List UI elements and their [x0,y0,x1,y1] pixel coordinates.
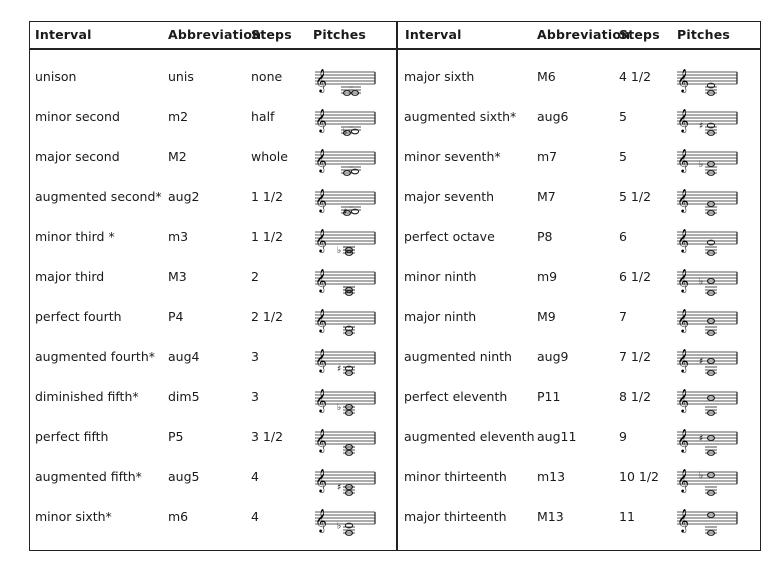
interval-abbreviation: m3 [168,229,189,244]
table-row [397,179,761,219]
interval-steps: none [251,69,283,84]
treble-clef-icon: 𝄞 [677,268,689,292]
interval-name: minor sixth* [35,509,112,524]
interval-steps: 11 [619,509,635,524]
table-row [29,139,396,179]
sharp-icon: ♯ [699,121,704,132]
table-row [397,419,761,459]
treble-clef-icon: 𝄞 [315,188,327,212]
interval-name: augmented eleventh [404,429,535,444]
interval-name: major sixth [404,69,475,84]
interval-steps: 4 [251,469,259,484]
interval-steps: 3 1/2 [251,429,284,444]
interval-abbreviation: P11 [537,389,561,404]
table-row [397,99,761,139]
flat-icon: ♭ [343,127,348,138]
interval-steps: 9 [619,429,627,444]
header-pitches: Pitches [313,27,367,42]
treble-clef-icon: 𝄞 [315,308,327,332]
interval-name: major ninth [404,309,477,324]
interval-steps: 7 1/2 [619,349,652,364]
table-row [29,179,396,219]
header-abbreviation: Abbreviation [537,27,631,42]
interval-abbreviation: aug4 [168,349,200,364]
treble-clef-icon: 𝄞 [677,148,689,172]
pitches-staff [311,262,379,292]
interval-name: diminished fifth* [35,389,139,404]
interval-abbreviation: aug11 [537,429,577,444]
interval-steps: 6 1/2 [619,269,652,284]
interval-abbreviation: M9 [537,309,556,324]
interval-abbreviation: P8 [537,229,553,244]
table-row [397,59,761,99]
pitches-staff [673,222,741,252]
flat-icon: ♭ [699,277,704,287]
table-row [397,139,761,179]
interval-name: perfect fifth [35,429,109,444]
interval-name: unison [35,69,77,84]
pitches-staff [311,462,379,492]
pitches-staff [311,382,379,412]
table-row [29,219,396,259]
treble-clef-icon: 𝄞 [677,428,689,452]
pitches-staff [311,302,379,332]
treble-clef-icon: 𝄞 [677,228,689,252]
interval-name: perfect octave [404,229,495,244]
sharp-icon: ♯ [337,364,342,375]
treble-clef-icon: 𝄞 [315,388,327,412]
treble-clef-icon: 𝄞 [677,348,689,372]
interval-abbreviation: m9 [537,269,558,284]
table-row [397,259,761,299]
table-row [29,499,396,539]
sharp-icon: ♯ [699,357,704,367]
pitches-staff [673,102,741,132]
interval-steps: half [251,109,275,124]
table-row [29,259,396,299]
interval-steps: 4 1/2 [619,69,652,84]
interval-name: perfect eleventh [404,389,508,404]
flat-icon: ♭ [337,521,342,532]
treble-clef-icon: 𝄞 [315,68,327,92]
interval-abbreviation: P5 [168,429,184,444]
pitches-staff [673,62,741,92]
pitches-staff [311,222,379,256]
interval-name: minor thirteenth [404,469,507,484]
table-row [397,339,761,379]
treble-clef-icon: 𝄞 [677,508,689,532]
treble-clef-icon: 𝄞 [677,308,689,332]
treble-clef-icon: 𝄞 [315,108,327,132]
interval-steps: 3 [251,349,259,364]
interval-name: augmented ninth [404,349,512,364]
table-row [29,379,396,419]
flat-icon: ♭ [699,160,704,170]
treble-clef-icon: 𝄞 [315,428,327,452]
interval-steps: 8 1/2 [619,389,652,404]
interval-steps: 2 1/2 [251,309,284,324]
interval-name: minor seventh* [404,149,501,164]
interval-abbreviation: M3 [168,269,187,284]
table-row [29,419,396,459]
interval-abbreviation: dim5 [168,389,200,404]
interval-steps: 2 [251,269,259,284]
interval-abbreviation: m13 [537,469,566,484]
treble-clef-icon: 𝄞 [315,228,327,252]
pitches-staff [673,142,741,172]
interval-name: minor third * [35,229,115,244]
right-column [397,21,761,551]
interval-name: major seventh [404,189,495,204]
interval-abbreviation: M2 [168,149,187,164]
sharp-icon: ♯ [337,483,342,493]
table-row [397,379,761,419]
pitches-staff [673,382,741,412]
interval-abbreviation: m6 [168,509,189,524]
interval-abbreviation: m7 [537,149,558,164]
interval-steps: 1 1/2 [251,189,284,204]
table-row [29,459,396,499]
pitches-staff [673,502,741,532]
treble-clef-icon: 𝄞 [315,148,327,172]
pitches-staff [673,182,741,212]
interval-name: perfect fourth [35,309,122,324]
table-row [29,299,396,339]
pitches-staff [311,142,379,172]
pitches-staff [673,302,741,332]
interval-abbreviation: m2 [168,109,189,124]
pitches-staff [311,62,379,92]
treble-clef-icon: 𝄞 [677,68,689,92]
interval-abbreviation: unis [168,69,194,84]
interval-name: augmented sixth* [404,109,517,124]
interval-abbreviation: aug6 [537,109,569,124]
interval-name: major third [35,269,105,284]
interval-steps: 7 [619,309,627,324]
flat-icon: ♭ [337,246,342,256]
interval-name: augmented fourth* [35,349,155,364]
interval-name: minor ninth [404,269,477,284]
interval-name: augmented fifth* [35,469,142,484]
interval-abbreviation: aug9 [537,349,569,364]
interval-steps: 6 [619,229,627,244]
pitches-staff [673,422,741,452]
interval-abbreviation: M6 [537,69,556,84]
interval-abbreviation: M13 [537,509,564,524]
table-row [397,219,761,259]
interval-abbreviation: P4 [168,309,184,324]
interval-steps: 5 [619,149,627,164]
table-row [397,459,761,499]
treble-clef-icon: 𝄞 [315,348,327,372]
treble-clef-icon: 𝄞 [677,108,689,132]
pitches-staff [311,422,379,452]
interval-steps: 1 1/2 [251,229,284,244]
sharp-icon: ♯ [699,434,704,444]
header-interval: Interval [405,27,462,42]
interval-steps: 5 [619,109,627,124]
header-steps: Steps [251,27,292,42]
interval-abbreviation: aug5 [168,469,200,484]
pitches-staff [673,462,741,492]
interval-steps: 3 [251,389,259,404]
interval-name: major second [35,149,120,164]
flat-icon: ♭ [699,471,704,481]
interval-steps: whole [251,149,288,164]
interval-steps: 4 [251,509,259,524]
sharp-icon: ♯ [343,207,348,218]
left-column [29,21,396,551]
header-interval: Interval [35,27,92,42]
interval-abbreviation: M7 [537,189,556,204]
treble-clef-icon: 𝄞 [677,388,689,412]
flat-icon: ♭ [337,403,342,413]
pitches-staff [311,342,379,375]
interval-name: minor second [35,109,120,124]
pitches-staff [673,342,741,372]
treble-clef-icon: 𝄞 [677,188,689,212]
table-row [397,499,761,539]
treble-clef-icon: 𝄞 [315,268,327,292]
interval-name: augmented second* [35,189,162,204]
interval-steps: 5 1/2 [619,189,652,204]
table-row [397,299,761,339]
header-pitches: Pitches [677,27,731,42]
pitches-staff [311,182,379,218]
pitches-staff [311,102,379,138]
interval-abbreviation: aug2 [168,189,200,204]
pitches-staff [311,502,379,532]
header-abbreviation: Abbreviation [168,27,262,42]
table-row [29,59,396,99]
treble-clef-icon: 𝄞 [677,468,689,492]
interval-steps: 10 1/2 [619,469,659,484]
interval-name: major thirteenth [404,509,507,524]
pitches-staff [673,262,741,292]
table-row [29,339,396,379]
treble-clef-icon: 𝄞 [315,468,327,492]
treble-clef-icon: 𝄞 [315,508,327,532]
table-row [29,99,396,139]
header-steps: Steps [619,27,660,42]
